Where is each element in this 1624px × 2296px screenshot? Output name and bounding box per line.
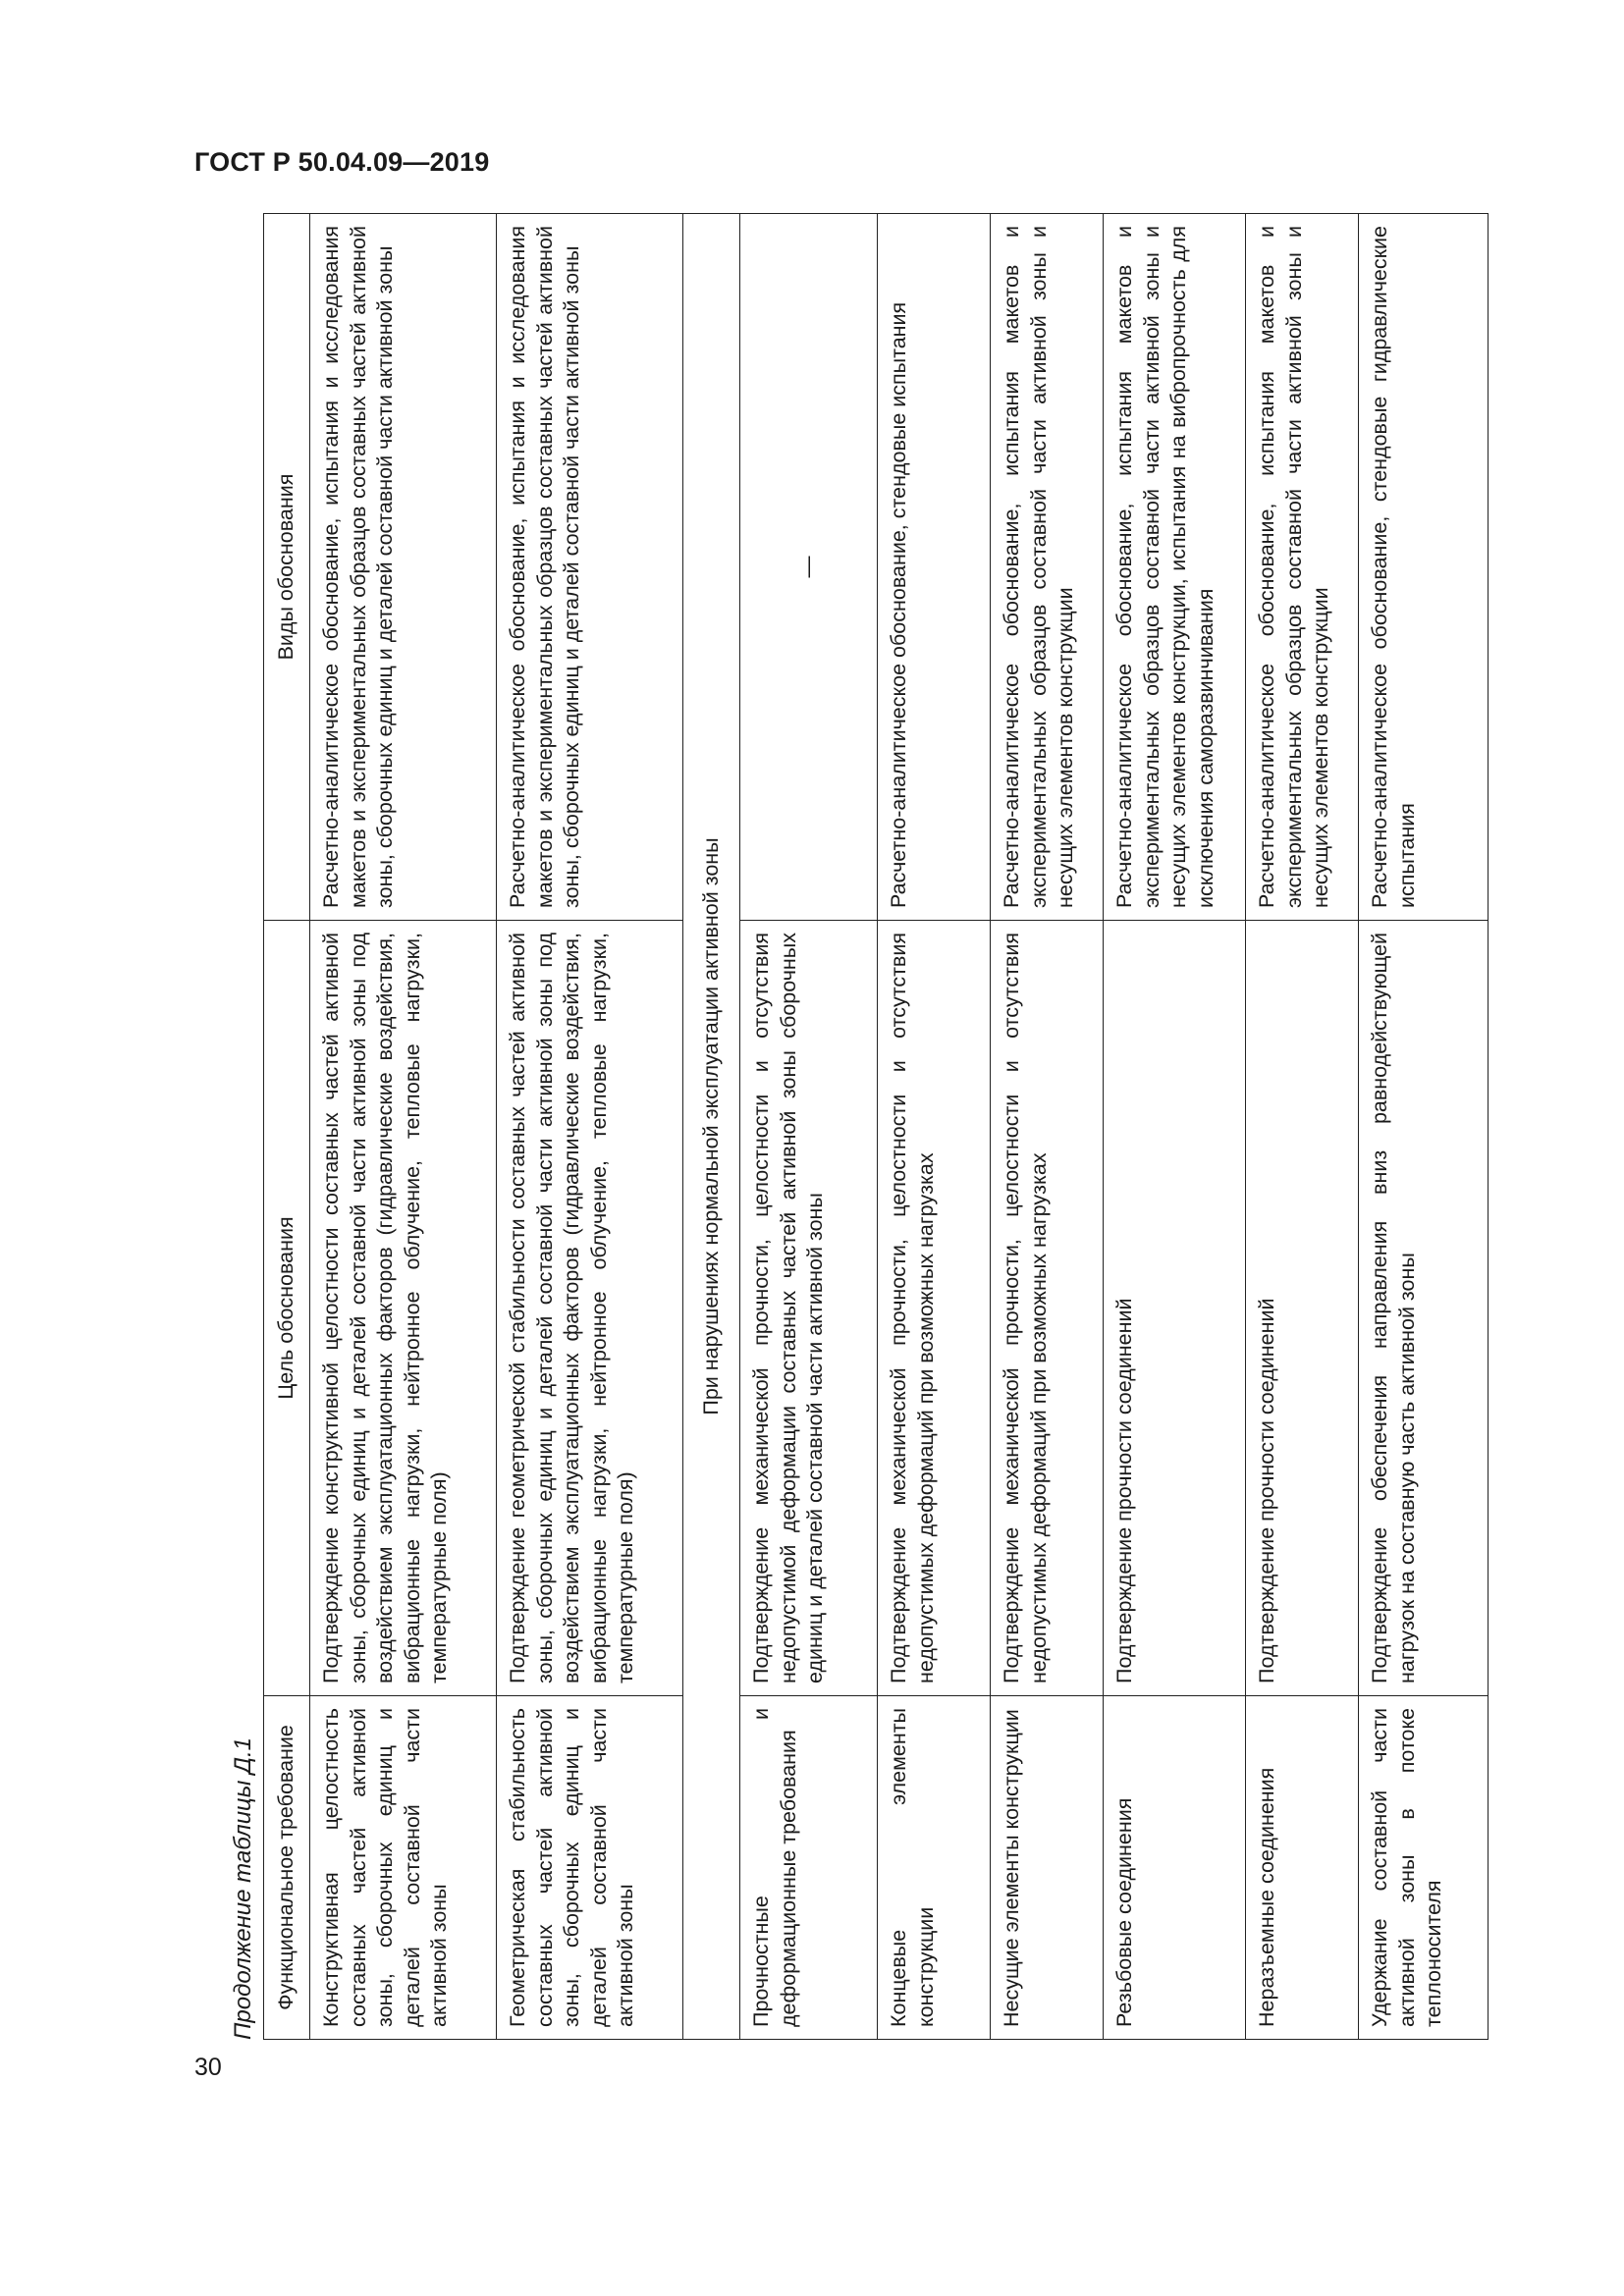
table-row bbox=[310, 214, 497, 2040]
table-row bbox=[1246, 214, 1359, 2040]
table-row bbox=[740, 214, 878, 2040]
goal-cell: Подтверждение конструктивной целостности составных частей активной зоны, сборочных единиц и деталей составной части активной зоны под воздействием эксплуатационных факторов (гидравлические воздействия, вибрационные нагрузки, нейтронное облучение, тепловые нагрузки, температурные поля) bbox=[310, 921, 497, 1696]
requirement-cell: Геометрическая стабильность составных частей активной зоны, сборочных единиц и деталей составной части активной зоны bbox=[497, 1696, 683, 2040]
types-cell: Расчетно-аналитическое обоснование, испытания и исследования макетов и экспериментальных образцов составных частей активной зоны, сборочных единиц и деталей составной части активной зоны bbox=[497, 214, 683, 921]
goal-cell: Подтверждение механической прочности, целостности и отсутствия недопустимой деформации составных частей активной зоны сборочных единиц и деталей составной части активной зоны bbox=[740, 921, 878, 1696]
table-row bbox=[1104, 214, 1246, 2040]
table-row bbox=[991, 214, 1104, 2040]
goal-cell: Подтверждение обеспечения направления вниз равнодействующей нагрузок на составную часть активной зоны bbox=[1359, 921, 1489, 1696]
table-row bbox=[878, 214, 991, 2040]
column-header: Функциональное требование bbox=[264, 1696, 310, 2040]
column-header: Виды обоснования bbox=[264, 214, 310, 921]
requirement-cell: Удержание составной части активной зоны в потоке теплоносителя bbox=[1359, 1696, 1489, 2040]
column-header: Цель обоснования bbox=[264, 921, 310, 1696]
requirement-cell: Неразъемные соединения bbox=[1246, 1696, 1359, 2040]
types-cell: Расчетно-аналитическое обоснование, стендовые испытания bbox=[878, 214, 991, 921]
goal-cell: Подтверждение механической прочности, целостности и отсутствия недопустимых деформаций при возможных нагрузках bbox=[991, 921, 1104, 1696]
goal-cell: Подтверждение прочности соединений bbox=[1104, 921, 1246, 1696]
table-header-row bbox=[264, 214, 310, 2040]
table-row bbox=[497, 214, 683, 2040]
requirement-cell: Несущие элементы конструкции bbox=[991, 1696, 1104, 2040]
types-cell: Расчетно-аналитическое обоснование, испытания макетов и экспериментальных образцов составной части активной зоны и несущих элементов конструкции, испытания на вибропрочность для исключения саморазвинчивания bbox=[1104, 214, 1246, 921]
document-code-header: ГОСТ Р 50.04.09—2019 bbox=[194, 147, 490, 177]
section-heading: При нарушениях нормальной эксплуатации активной зоны bbox=[683, 214, 740, 2040]
table-row bbox=[1359, 214, 1489, 2040]
requirement-cell: Конструктивная целостность составных частей активной зоны, сборочных единиц и деталей составной части активной зоны bbox=[310, 1696, 497, 2040]
goal-cell: Подтверждение механической прочности, целостности и отсутствия недопустимых деформаций при возможных нагрузках bbox=[878, 921, 991, 1696]
page-number: 30 bbox=[194, 2054, 222, 2081]
types-cell: — bbox=[740, 214, 878, 921]
requirement-cell: Резьбовые соединения bbox=[1104, 1696, 1246, 2040]
justification-table bbox=[263, 213, 1489, 2040]
requirement-cell: Концевые элементы конструкции bbox=[878, 1696, 991, 2040]
section-heading-row bbox=[683, 214, 740, 2040]
types-cell: Расчетно-аналитическое обоснование, испытания и исследования макетов и экспериментальных образцов составных частей активной зоны, сборочных единиц и деталей составной части активной зоны bbox=[310, 214, 497, 921]
types-cell: Расчетно-аналитическое обоснование, испытания макетов и экспериментальных образцов составной части активной зоны и несущих элементов конструкции bbox=[1246, 214, 1359, 921]
table-caption: Продолжение таблицы Д.1 bbox=[230, 1736, 256, 2040]
rotated-table-block bbox=[224, 214, 1489, 2040]
types-cell: Расчетно-аналитическое обоснование, стендовые гидравлические испытания bbox=[1359, 214, 1489, 921]
types-cell: Расчетно-аналитическое обоснование, испытания макетов и экспериментальных образцов составной части активной зоны и несущих элементов конструкции bbox=[991, 214, 1104, 921]
requirement-cell: Прочностные и деформационные требования bbox=[740, 1696, 878, 2040]
goal-cell: Подтверждение прочности соединений bbox=[1246, 921, 1359, 1696]
goal-cell: Подтверждение геометрической стабильности составных частей активной зоны, сборочных единиц и деталей составной части активной зоны под воздействием эксплуатационных факторов (гидравлические воздействия, вибрационные нагрузки, нейтронное облучение, тепловые нагрузки, температурные поля) bbox=[497, 921, 683, 1696]
